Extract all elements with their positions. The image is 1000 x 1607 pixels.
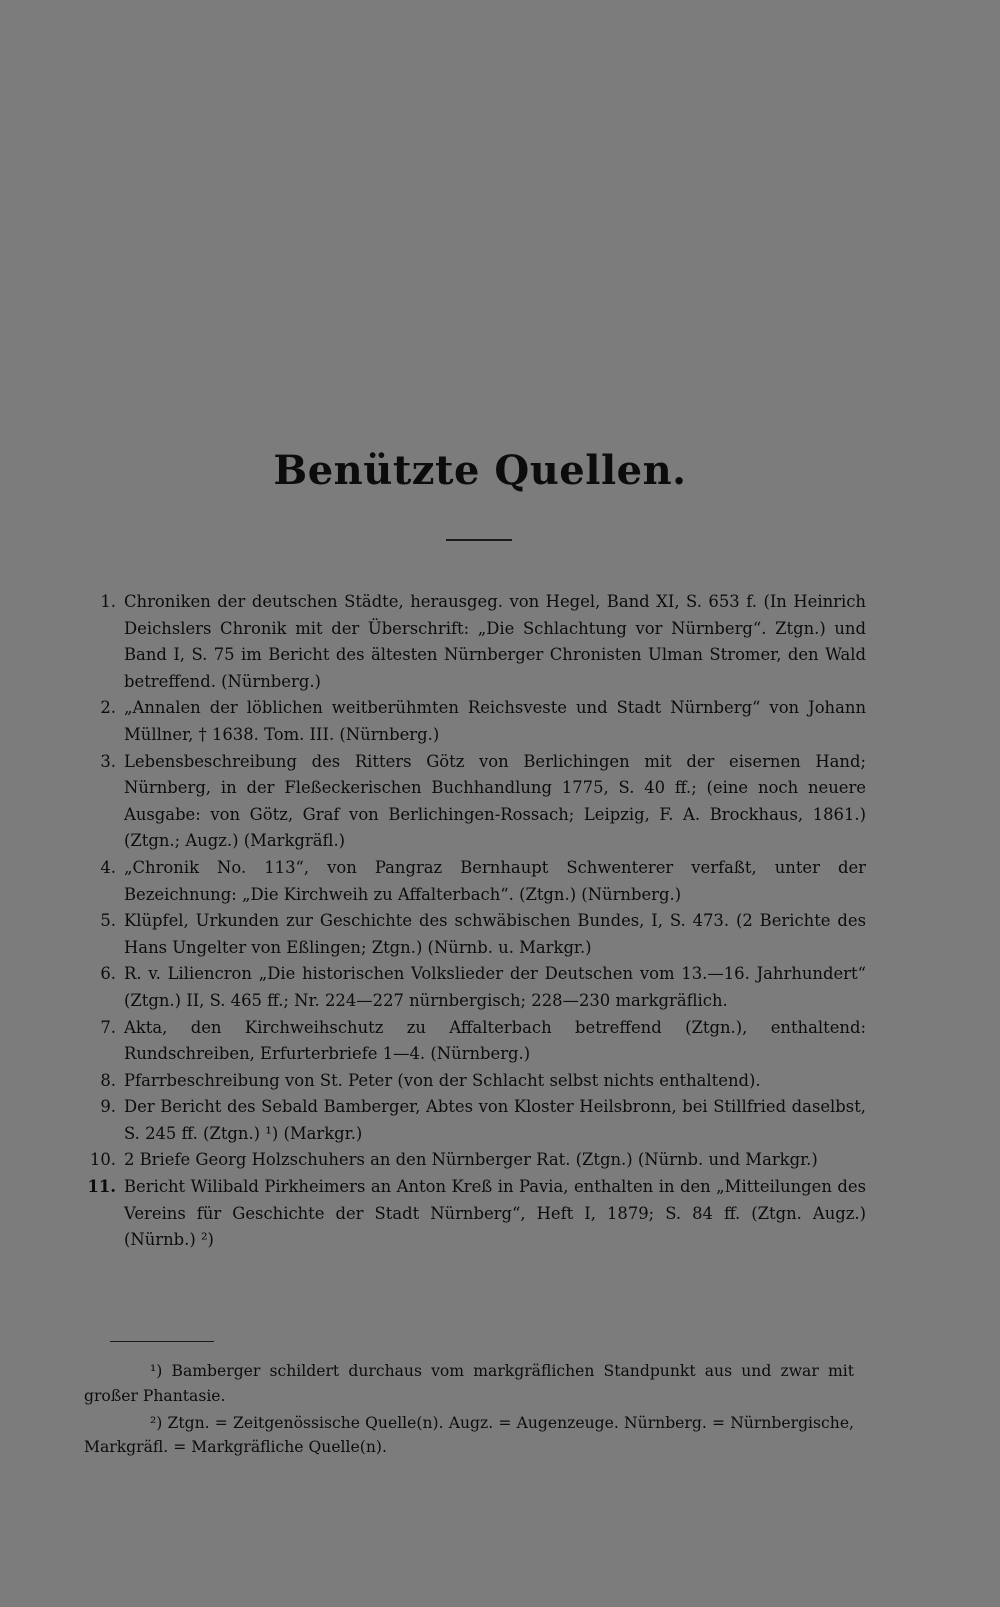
source-item	[86, 1174, 866, 1254]
source-number: 1.	[100, 592, 116, 611]
source-text: Akta, den Kirchweihschutz zu Affalterbach betreffend (Ztgn.), enthaltend: Rundschreiben, Erfurterbriefe 1—4. (Nürnberg.)	[124, 1017, 866, 1064]
source-number: 2.	[100, 698, 116, 718]
source-text: „Annalen der löblichen weitberühmten Reichsveste und Stadt Nürnberg“ von Johann Müllner, † 1638. Tom. III. (Nürnberg.)	[124, 698, 866, 744]
footnote: ²) Ztgn. = Zeitgenössische Quelle(n). Augz. = Augenzeuge. Nürnberg. = Nürnbergische, Markgräfl. = Markgräfliche Quelle(n).	[84, 1413, 854, 1457]
source-number: 5.	[100, 911, 116, 931]
footnote: ¹) Bamberger schildert durchaus vom markgräflichen Standpunkt aus und zwar mit großer Phantasie.	[84, 1362, 854, 1405]
source-text: „Chronik No. 113“, von Pangraz Bernhaupt Schwenterer verfaßt, unter der Bezeichnung: „Die Kirchweih zu Affalterbach“. (Ztgn.) (Nürnberg.)	[124, 857, 866, 904]
source-item	[86, 908, 866, 961]
source-item	[86, 855, 866, 908]
source-number: 10.	[89, 1150, 116, 1170]
source-text: Bericht Wilibald Pirkheimers an Anton Kreß in Pavia, enthalten in den „Mitteilungen des Vereins für Geschichte der Stadt Nürnberg“, Heft I, 1879; S. 84 ff. (Ztgn. Augz.) (Nürnb.) ²)	[124, 1177, 866, 1250]
source-number: 7.	[100, 1017, 116, 1037]
source-text: Pfarrbeschreibung von St. Peter (von der Schlacht selbst nichts enthaltend).	[124, 1070, 761, 1090]
source-number: 6.	[100, 964, 116, 984]
page-title: Benützte Quellen.	[273, 447, 687, 494]
source-text: 2 Briefe Georg Holzschuhers an den Nürnberger Rat. (Ztgn.) (Nürnb. und Markgr.)	[124, 1150, 818, 1170]
source-text: R. v. Liliencron „Die historischen Volkslieder der Deutschen vom 13.—16. Jahrhundert“ (Ztgn.) II, S. 465 ff.; Nr. 224—227 nürnbergisch; 228—230 markgräflich.	[124, 964, 866, 1010]
source-text: Lebensbeschreibung des Ritters Götz von Berlichingen mit der eisernen Hand; Nürnberg, in der Fleßeckerischen Buchhandlung 1775, S. 40 ff.; (eine noch neuere Ausgabe: von Götz, Graf von Berlichingen-Rossach; Leipzig, F. A. Brockhaus, 1861.) (Ztgn.; Augz.) (Markgräfl.)	[124, 751, 866, 851]
source-item	[86, 1094, 866, 1147]
source-item	[86, 695, 866, 748]
source-number: 3.	[100, 751, 116, 771]
source-item	[86, 961, 866, 1014]
source-number: 11.	[87, 1177, 116, 1197]
source-number: 8.	[100, 1070, 116, 1090]
source-number: 9.	[100, 1097, 116, 1117]
source-item	[86, 749, 866, 855]
source-item	[86, 1147, 866, 1174]
footnote-divider	[110, 1341, 214, 1342]
source-item	[86, 589, 866, 695]
source-item	[86, 1068, 866, 1095]
title-divider	[446, 539, 512, 541]
source-text: Der Bericht des Sebald Bamberger, Abtes von Kloster Heilsbronn, bei Stillfried daselbst, S. 245 ff. (Ztgn.) ¹) (Markgr.)	[124, 1097, 866, 1143]
footnotes	[84, 1359, 854, 1462]
source-number: 4.	[100, 857, 116, 877]
sources-list	[86, 589, 866, 1254]
source-item	[86, 1015, 866, 1068]
source-text: Klüpfel, Urkunden zur Geschichte des schwäbischen Bundes, I, S. 473. (2 Berichte des Hans Ungelter von Eßlingen; Ztgn.) (Nürnb. u. Markgr.)	[124, 911, 866, 957]
source-text: Chroniken der deutschen Städte, herausgeg. von Hegel, Band XI, S. 653 f. (In Heinrich Deichslers Chronik mit der Überschrift: „Die Schlachtung vor Nürnberg“. Ztgn.) und Band I, S. 75 im Bericht des ältesten Nürnberger Chronisten Ulman Stromer, den Wald betreffend. (Nürnberg.)	[124, 592, 866, 691]
